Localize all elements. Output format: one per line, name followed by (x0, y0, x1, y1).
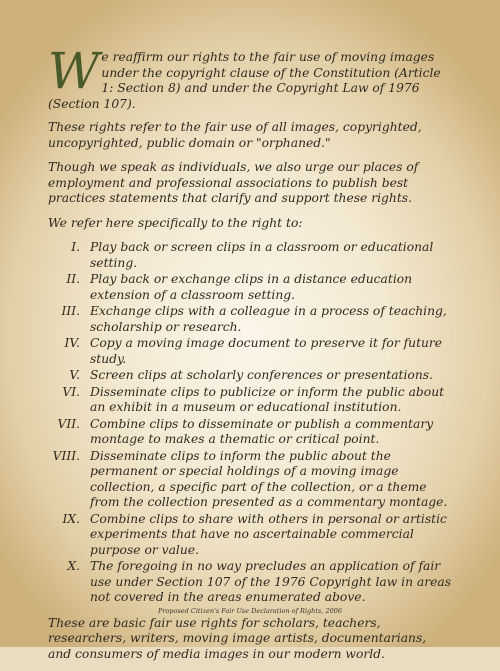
rights-list-item (48, 368, 453, 384)
drop-cap-letter: W (48, 42, 100, 100)
list-item-text: Exchange clips with a colleague in a process of teaching, scholarship or research. (90, 304, 447, 334)
rights-list-item (48, 417, 453, 448)
list-item-text: Combine clips to share with others in personal or artistic experiments that have no ascertainable commercial purpose or value. (90, 511, 447, 557)
list-item-numeral: VI. (62, 384, 80, 399)
list-item-text: Disseminate clips to publicize or inform the public about an exhibit in a museum or educational institution. (90, 384, 445, 414)
list-item-numeral: IX. (62, 511, 80, 526)
rights-list-item (48, 272, 453, 303)
rights-list-item (48, 512, 453, 559)
list-item-text: The foregoing in no way precludes an application of fair use under Section 107 of the 1976 Copyright law in areas not covered in the areas enumerated above. (90, 559, 452, 604)
rights-list-item (48, 559, 453, 606)
list-item-text: Copy a moving image document to preserve it for future study. (90, 336, 443, 366)
rights-list (48, 240, 453, 606)
list-item-text: Play back or screen clips in a classroom or educational setting. (90, 240, 434, 270)
declaration-body (48, 42, 453, 671)
list-item-text: Disseminate clips to inform the public about the permanent or special holdings of a moving image collection, a specific part of the collection, or a theme from the collection presented as a commentary montage. (90, 448, 448, 509)
rights-intro-paragraph: We refer here specifically to the right to: (48, 215, 303, 230)
list-item-text: Play back or exchange clips in a distance education extension of a classroom setting. (90, 272, 413, 302)
opening-paragraph-text: e reaffirm our rights to the fair use of moving images under the copyright clause of the Constitution (Article 1: Section 8) and under the Copyright Law of 1976 (Section 107). (48, 50, 441, 111)
rights-list-item (48, 449, 453, 511)
list-item-text: Screen clips at scholarly conferences or presentations. (90, 368, 433, 382)
list-item-numeral: II. (66, 272, 80, 286)
footer-caption: Proposed Citizen's Fair Use Declaration of Rights, 2006 (157, 607, 342, 615)
list-item-numeral: III. (61, 304, 80, 318)
rights-list-item (48, 336, 453, 367)
list-item-numeral: V. (69, 368, 80, 382)
rights-list-item (48, 385, 453, 416)
closing-paragraph: These are basic fair use rights for scholars, teachers, researchers, writers, moving image artists, documentarians, and consumers of media images in our modern world. (48, 615, 427, 661)
list-item-numeral: VIII. (52, 448, 80, 463)
list-item-numeral: VII. (57, 416, 80, 431)
individuals-paragraph: Though we speak as individuals, we also urge our places of employment and professional associations to publish best practices statements that clarify and support these rights. (48, 160, 419, 205)
opening-paragraph (48, 42, 453, 112)
list-item-text: Combine clips to disseminate or publish a commentary montage to makes a thematic or critical point. (90, 416, 434, 446)
rights-scope-paragraph: These rights refer to the fair use of all images, copyrighted, uncopyrighted, public domain or "orphaned." (48, 120, 422, 150)
rights-list-item (48, 304, 453, 335)
rights-list-item (48, 240, 453, 271)
list-item-numeral: I. (71, 240, 80, 254)
list-item-numeral: IV. (64, 336, 80, 350)
list-item-numeral: X. (67, 559, 80, 573)
